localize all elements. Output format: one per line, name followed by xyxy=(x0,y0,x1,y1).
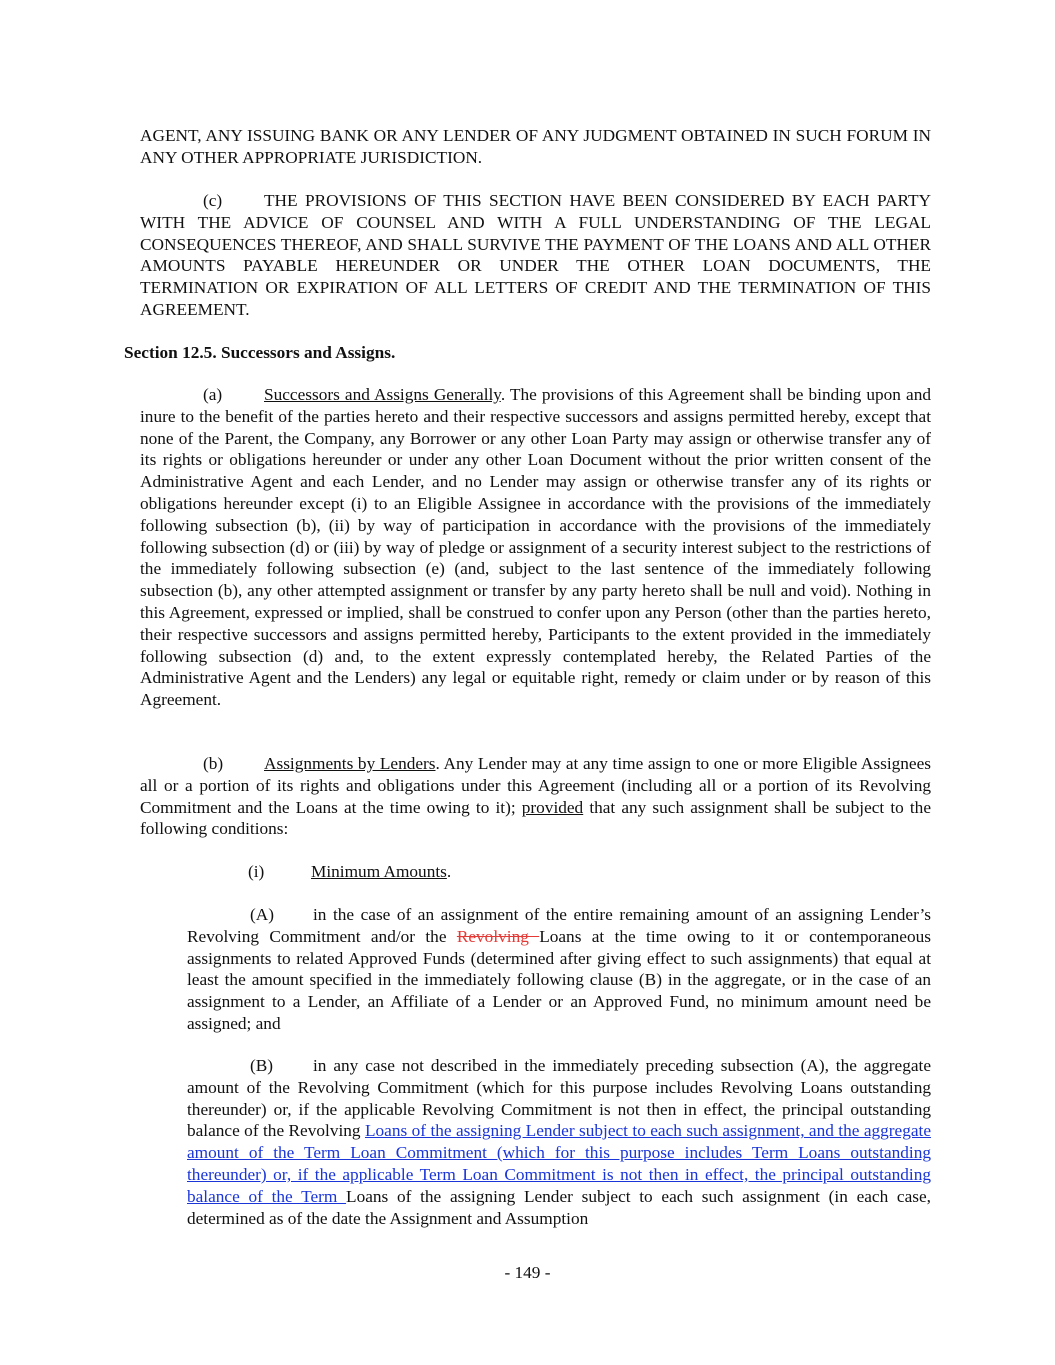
paragraph-i xyxy=(248,861,451,883)
paragraph-c-text: THE PROVISIONS OF THIS SECTION HAVE BEEN CONSIDERED BY EACH PARTY WITH THE ADVICE OF COUNSEL AND WITH A FULL UNDERSTANDING OF THE LEGAL CONSEQUENCES THEREOF, AND SHALL SURVIVE THE PAYMENT OF THE LOANS AND ALL OTHER AMOUNTS PAYABLE HEREUNDER OR UNDER THE OTHER LOAN DOCUMENTS, THE TERMINATION OR EXPIRATION OF ALL LETTERS OF CREDIT AND THE TERMINATION OF THIS AGREEMENT. xyxy=(140,191,931,319)
provided-term: provided xyxy=(521,797,584,817)
paragraph-A-text-2: Loans at the time owing to it or contemporaneous assignments to related Approved Funds (determined after giving effect to such assignments) that equal at least the amount specified in the immediately following clause (B) in the aggregate, or in the case of an assignment to a Lender, an Affiliate of a Lender or an Approved Fund, no minimum amount need be assigned; and xyxy=(187,926,931,1033)
paragraph-i-suffix: . xyxy=(446,862,452,881)
section-heading-text: Section 12.5. Successors and Assigns. xyxy=(124,343,396,362)
continuation-paragraph xyxy=(140,125,931,169)
paragraph-i-title: Minimum Amounts xyxy=(311,862,447,881)
paragraph-b xyxy=(140,753,931,840)
paragraph-a-title: Successors and Assigns Generally xyxy=(264,385,501,404)
paragraph-b-title: Assignments by Lenders xyxy=(264,754,436,773)
paragraph-b-text-2: that any such assignment shall be subject to the following conditions: xyxy=(140,797,931,839)
paragraph-c xyxy=(140,190,931,321)
paragraph-c-label: (c) xyxy=(203,191,223,210)
paragraph-A-label: (A) xyxy=(250,905,274,924)
paragraph-a-text: . The provisions of this Agreement shall be binding upon and inure to the benefit of the parties hereto and their respective successors and assigns permitted hereby, except that none of the Parent, the Company, any Borrower or any other Loan Party may assign or otherwise transfer any of its rights or obligations hereunder or under any other Loan Document without the prior written consent of the Administrative Agent and each Lender, and no Lender may assign or otherwise transfer any of its rights or obligations hereunder except (i) to an Eligible Assignee in accordance with the provisions of the immediately following subsection (b), (ii) by way of participation in accordance with the provisions of the immediately following subsection (d) or (iii) by way of pledge or assignment of a security interest subject to the restrictions of the immediately following subsection (e) (and, subject to the last sentence of the immediately following subsection (b), any other attempted assignment or transfer by any party hereto shall be null and void). Nothing in this Agreement, expressed or implied, shall be construed to confer upon any Person (other than the parties hereto, their respective successors and assigns permitted hereby, Participants to the extent provided in the immediately following subsection (d) and, to the extent expressly contemplated hereby, the Related Parties of the Administrative Agent and the Lenders) any legal or equitable right, remedy or claim under or by reason of this Agreement. xyxy=(140,385,931,710)
section-heading xyxy=(124,342,395,364)
paragraph-B xyxy=(187,1055,931,1229)
paragraph-A xyxy=(187,904,931,1035)
deleted-revision: Revolving xyxy=(456,926,540,946)
paragraph-i-label: (i) xyxy=(248,862,265,881)
page-number: - 149 - xyxy=(504,1263,551,1282)
paragraph-a-label: (a) xyxy=(203,385,223,404)
paragraph-a xyxy=(140,384,931,711)
paragraph-B-text-2: Loans of the assigning Lender subject to each such assignment (in each case, determined as of the date the Assignment and Assumption xyxy=(187,1186,931,1228)
paragraph-b-label: (b) xyxy=(203,754,224,773)
continuation-text: AGENT, ANY ISSUING BANK OR ANY LENDER OF ANY JUDGMENT OBTAINED IN SUCH FORUM IN ANY OTHER APPROPRIATE JURISDICTION. xyxy=(140,126,931,167)
paragraph-A-text-1: in the case of an assignment of the entire remaining amount of an assigning Lender’s Revolving Commitment and/or the xyxy=(187,905,931,946)
inserted-revision: Loans of the assigning Lender subject to each such assignment, and the aggregate amount of the Term Loan Commitment (which for this purpose includes Term Loans outstanding thereunder) or, if the applicable Term Loan Commitment is not then in effect, the principal outstanding balance of the Term xyxy=(187,1121,931,1206)
paragraph-B-label: (B) xyxy=(250,1056,274,1075)
paragraph-b-text-1: . Any Lender may at any time assign to one or more Eligible Assignees all or a portion of its rights and obligations under this Agreement (including all or a portion of its Revolving Commitment and the Loans at the time owing to it); xyxy=(140,754,932,817)
paragraph-B-text-1: in any case not described in the immediately preceding subsection (A), the aggregate amount of the Revolving Commitment (which for this purpose includes Revolving Loans outstanding thereunder) or, if the applicable Revolving Commitment is not then in effect, the principal outstanding balance of the Revolving xyxy=(187,1056,931,1141)
